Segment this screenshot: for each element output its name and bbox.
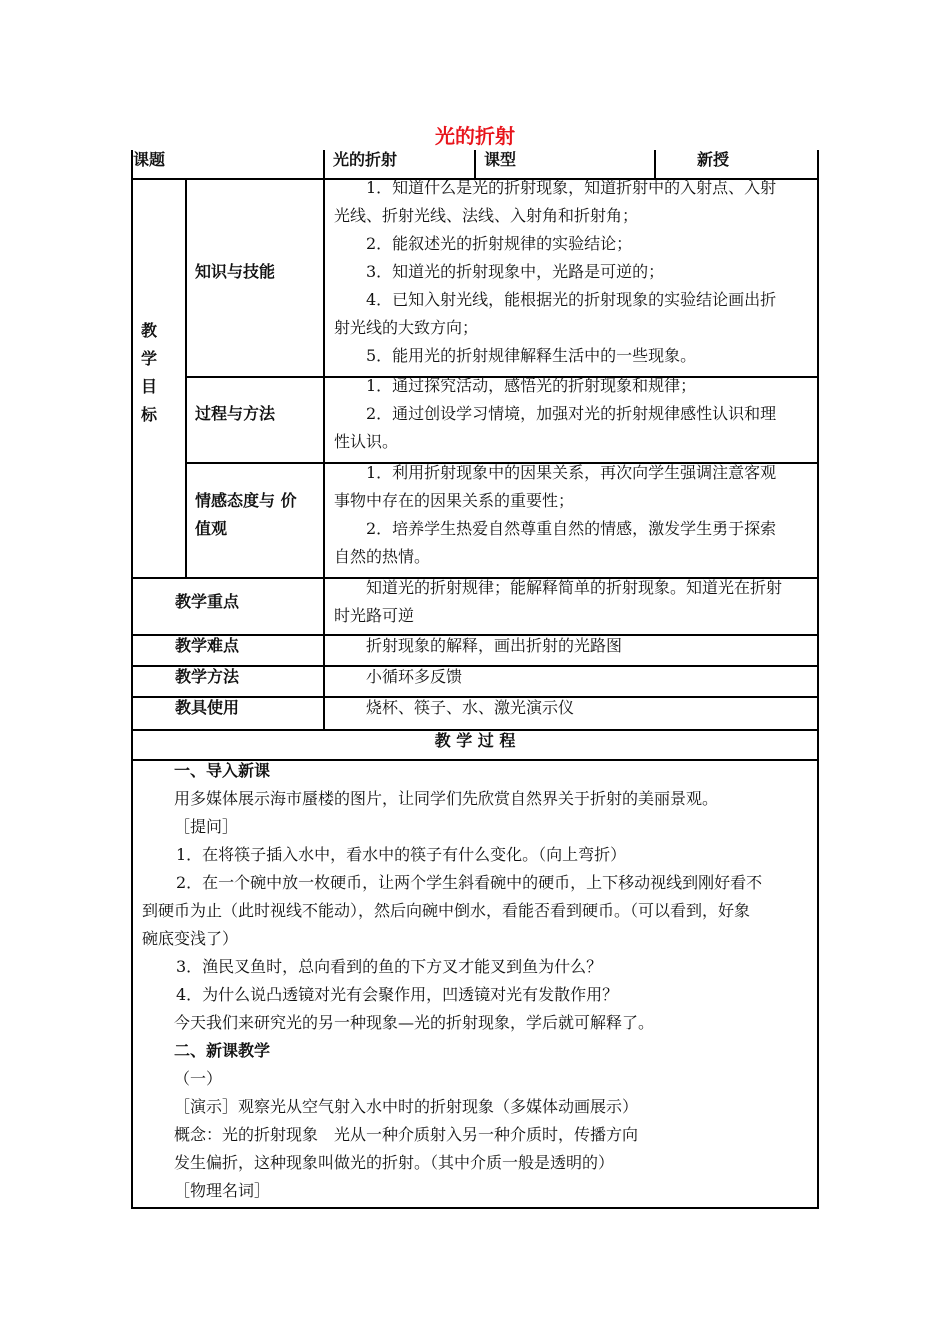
column-divider bbox=[323, 150, 325, 731]
key-point-line: 时光路可逆 bbox=[334, 606, 415, 625]
knowledge-label: 知识与技能 bbox=[195, 262, 276, 281]
process-label: 过程与方法 bbox=[195, 404, 276, 423]
column-divider bbox=[185, 178, 187, 579]
tools-value: 烧杯、筷子、水、激光演示仪 bbox=[366, 698, 575, 717]
knowledge-line: 5．能用光的折射规律解释生活中的一些现象。 bbox=[366, 346, 697, 365]
knowledge-line: 3．知道光的折射现象中，光路是可逆的； bbox=[366, 262, 665, 281]
process-heading: 教 学 过 程 bbox=[434, 731, 516, 750]
body-paragraph: 发生偏折，这种现象叫做光的折射。（其中介质一般是透明的） bbox=[174, 1153, 615, 1172]
emotion-line: 事物中存在的因果关系的重要性； bbox=[334, 491, 575, 510]
topic-label: 课题 bbox=[133, 150, 166, 169]
emotion-label: 值观 bbox=[195, 519, 228, 538]
body-paragraph: 2．在一个碗中放一枚硬币，让两个学生斜看碗中的硬币，上下移动视线到刚好看不 bbox=[176, 873, 763, 892]
body-paragraph: 3．渔民叉鱼时，总向看到的鱼的下方叉才能叉到鱼为什么？ bbox=[176, 957, 603, 976]
key-point-line: 知道光的折射规律；能解释简单的折射现象。知道光在折射 bbox=[366, 578, 783, 597]
section-heading: 一、导入新课 bbox=[174, 761, 271, 780]
table-bottom-border bbox=[131, 1207, 819, 1209]
knowledge-line: 4．已知入射光线，能根据光的折射现象的实验结论画出折 bbox=[366, 290, 777, 309]
objectives-char: 学 bbox=[140, 349, 157, 368]
method-label: 教学方法 bbox=[175, 667, 240, 686]
tools-label: 教具使用 bbox=[175, 698, 240, 717]
table-left-border bbox=[131, 150, 133, 1209]
body-paragraph: ［演示］观察光从空气射入水中时的折射现象（多媒体动画展示） bbox=[174, 1097, 639, 1116]
process-line: 1．通过探究活动，感悟光的折射现象和规律； bbox=[366, 376, 697, 395]
document-title: 光的折射 bbox=[435, 124, 515, 148]
body-paragraph: ［提问］ bbox=[174, 817, 239, 836]
table-right-border bbox=[817, 150, 819, 1209]
objectives-char: 标 bbox=[140, 405, 157, 424]
process-line: 性认识。 bbox=[334, 432, 399, 451]
objectives-char: 教 bbox=[140, 321, 157, 340]
process-line: 2．通过创设学习情境，加强对光的折射规律感性认识和理 bbox=[366, 404, 777, 423]
lesson-type-label: 课型 bbox=[484, 150, 517, 169]
body-paragraph: 1．在将筷子插入水中，看水中的筷子有什么变化。（向上弯折） bbox=[176, 845, 627, 864]
body-paragraph: （一） bbox=[174, 1069, 223, 1088]
body-paragraph: 用多媒体展示海市蜃楼的图片，让同学们先欣赏自然界关于折射的美丽景观。 bbox=[174, 789, 719, 808]
knowledge-line: 射光线的大致方向； bbox=[334, 318, 479, 337]
difficulty-value: 折射现象的解释，画出折射的光路图 bbox=[366, 636, 623, 655]
body-paragraph: 到硬币为止（此时视线不能动），然后向碗中倒水，看能否看到硬币。（可以看到，好象 bbox=[142, 901, 751, 920]
key-point-label: 教学重点 bbox=[175, 592, 240, 611]
body-paragraph: 碗底变浅了） bbox=[142, 929, 239, 948]
emotion-line: 2．培养学生热爱自然尊重自然的情感，激发学生勇于探索 bbox=[366, 519, 777, 538]
knowledge-line: 1．知道什么是光的折射现象，知道折射中的入射点、入射 bbox=[366, 178, 777, 197]
emotion-line: 自然的热情。 bbox=[334, 547, 431, 566]
topic-value: 光的折射 bbox=[333, 150, 398, 169]
knowledge-line: 2．能叙述光的折射规律的实验结论； bbox=[366, 234, 633, 253]
body-paragraph: ［物理名词］ bbox=[174, 1181, 271, 1200]
lesson-type-value: 新授 bbox=[697, 150, 730, 169]
emotion-label: 情感态度与 价 bbox=[195, 491, 297, 510]
body-paragraph: 今天我们来研究光的另一种现象—光的折射现象，学后就可解释了。 bbox=[174, 1013, 655, 1032]
difficulty-label: 教学难点 bbox=[175, 636, 240, 655]
emotion-line: 1．利用折射现象中的因果关系，再次向学生强调注意客观 bbox=[366, 463, 777, 482]
body-paragraph: 概念：光的折射现象 光从一种介质射入另一种介质时，传播方向 bbox=[174, 1125, 639, 1144]
body-paragraph: 4．为什么说凸透镜对光有会聚作用，凹透镜对光有发散作用？ bbox=[176, 985, 619, 1004]
section-heading: 二、新课教学 bbox=[174, 1041, 271, 1060]
method-value: 小循环多反馈 bbox=[366, 667, 463, 686]
knowledge-line: 光线、折射光线、法线、入射角和折射角； bbox=[334, 206, 639, 225]
objectives-char: 目 bbox=[140, 377, 157, 396]
